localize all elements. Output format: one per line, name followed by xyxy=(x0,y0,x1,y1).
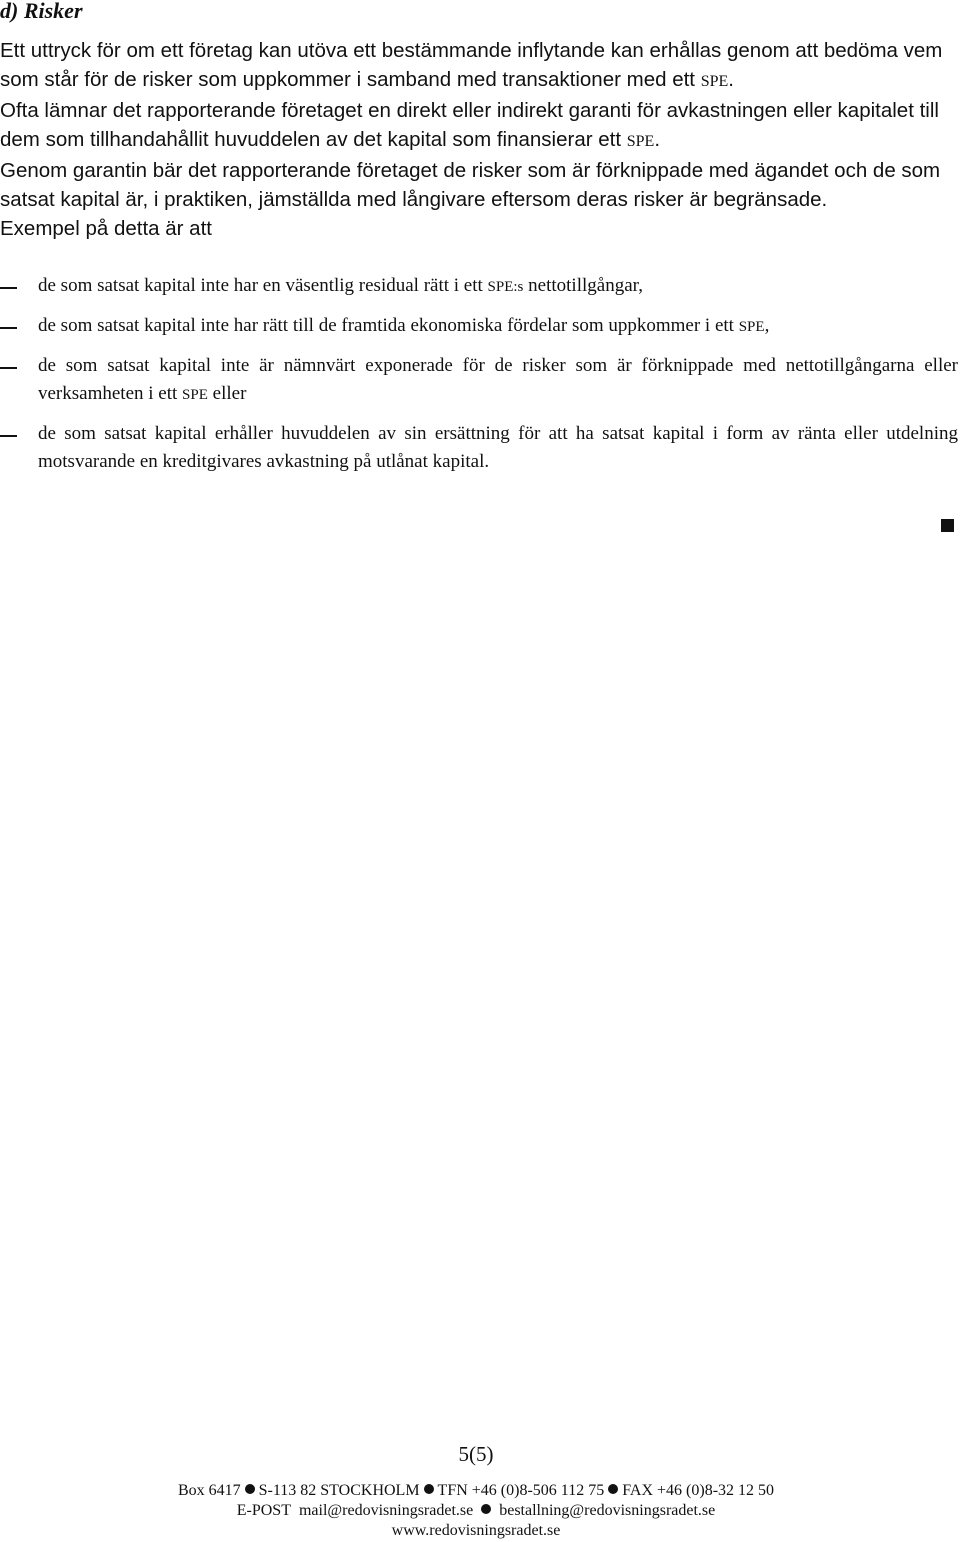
spe-abbr: SPE xyxy=(626,133,655,150)
intro-text xyxy=(0,36,958,243)
list-item-text: de som satsat kapital inte är nämnvärt exponerade för de risker som är förknippade med nettotillgångarna eller verksamheten i ett xyxy=(38,355,958,404)
footer-website-link[interactable]: www.redovisningsradet.se xyxy=(391,1522,561,1539)
footer-address: S-113 82 STOCKHOLM xyxy=(258,1482,420,1499)
dash-bullet-icon xyxy=(0,327,17,329)
list-item xyxy=(0,352,958,409)
footer-box: Box 6417 xyxy=(177,1482,241,1499)
example-list xyxy=(0,272,958,476)
intro-paragraph-4: Exempel på detta är att xyxy=(0,217,212,240)
list-item xyxy=(0,420,958,476)
list-item-text-end: nettotillgångar, xyxy=(523,275,643,296)
intro-text-2: Ofta lämnar det rapporterande företaget en direkt eller indirekt garanti för avkastningen eller kapitalet till dem som tillhandahållit huvuddelen av det kapital som finansierar ett xyxy=(0,99,939,151)
page-number: 5(5) xyxy=(458,1442,494,1466)
list-item-text: de som satsat kapital inte har en väsentlig residual rätt i ett xyxy=(38,275,488,296)
intro-punct-1: . xyxy=(728,68,734,91)
footer-phone: TFN +46 (0)8-506 112 75 xyxy=(437,1482,605,1499)
footer-email-line xyxy=(0,1501,952,1522)
spe-abbr: SPE xyxy=(738,319,765,335)
footer-email-label: E-POST xyxy=(236,1502,291,1519)
bullet-dot-icon xyxy=(608,1484,618,1494)
bullet-dot-icon xyxy=(481,1504,491,1514)
spe-abbr: SPE xyxy=(182,387,208,403)
list-item xyxy=(0,312,958,341)
intro-punct-2: . xyxy=(654,128,661,151)
section-heading: d) Risker xyxy=(0,0,83,23)
intro-text-1: Ett uttryck för om ett företag kan utöva ett bestämmande inflytande kan erhållas genom att bedöma vem som står för de risker som uppkommer i samband med transaktioner med ett xyxy=(0,39,943,91)
list-item-text-end: , xyxy=(764,315,770,336)
footer-address-line xyxy=(0,1481,952,1502)
dash-bullet-icon xyxy=(0,367,17,369)
list-item-text-end: eller xyxy=(207,383,247,404)
end-of-section-square-icon xyxy=(941,519,954,532)
footer-order-email-link[interactable]: bestallning@redovisningsradet.se xyxy=(499,1502,716,1519)
footer-email-link[interactable]: mail@redovisningsradet.se xyxy=(298,1502,474,1519)
list-item-text: de som satsat kapital erhåller huvuddelen av sin ersättning för att ha satsat kapital i form av ränta eller utdelning motsvarande en kreditgivares avkastning på utlånat kapital. xyxy=(38,423,958,472)
spe-abbr: SPE:s xyxy=(487,279,524,295)
footer-fax: FAX +46 (0)8-32 12 50 xyxy=(622,1482,775,1499)
spe-abbr: SPE xyxy=(700,73,729,90)
dash-bullet-icon xyxy=(0,287,17,289)
bullet-dot-icon xyxy=(245,1484,255,1494)
intro-paragraph-1 xyxy=(0,36,958,96)
dash-bullet-icon xyxy=(0,435,17,437)
list-item xyxy=(0,272,958,301)
intro-paragraph-2 xyxy=(0,96,958,156)
bullet-dot-icon xyxy=(424,1484,434,1494)
footer-website-line xyxy=(0,1521,952,1542)
intro-paragraph-3: Genom garantin bär det rapporterande företaget de risker som är förknippade med ägandet och de som satsat kapital är, i praktiken, jämställda med långivare eftersom deras risker är begränsade. xyxy=(0,159,941,211)
list-item-text: de som satsat kapital inte har rätt till de framtida ekonomiska fördelar som uppkommer i ett xyxy=(38,315,739,336)
